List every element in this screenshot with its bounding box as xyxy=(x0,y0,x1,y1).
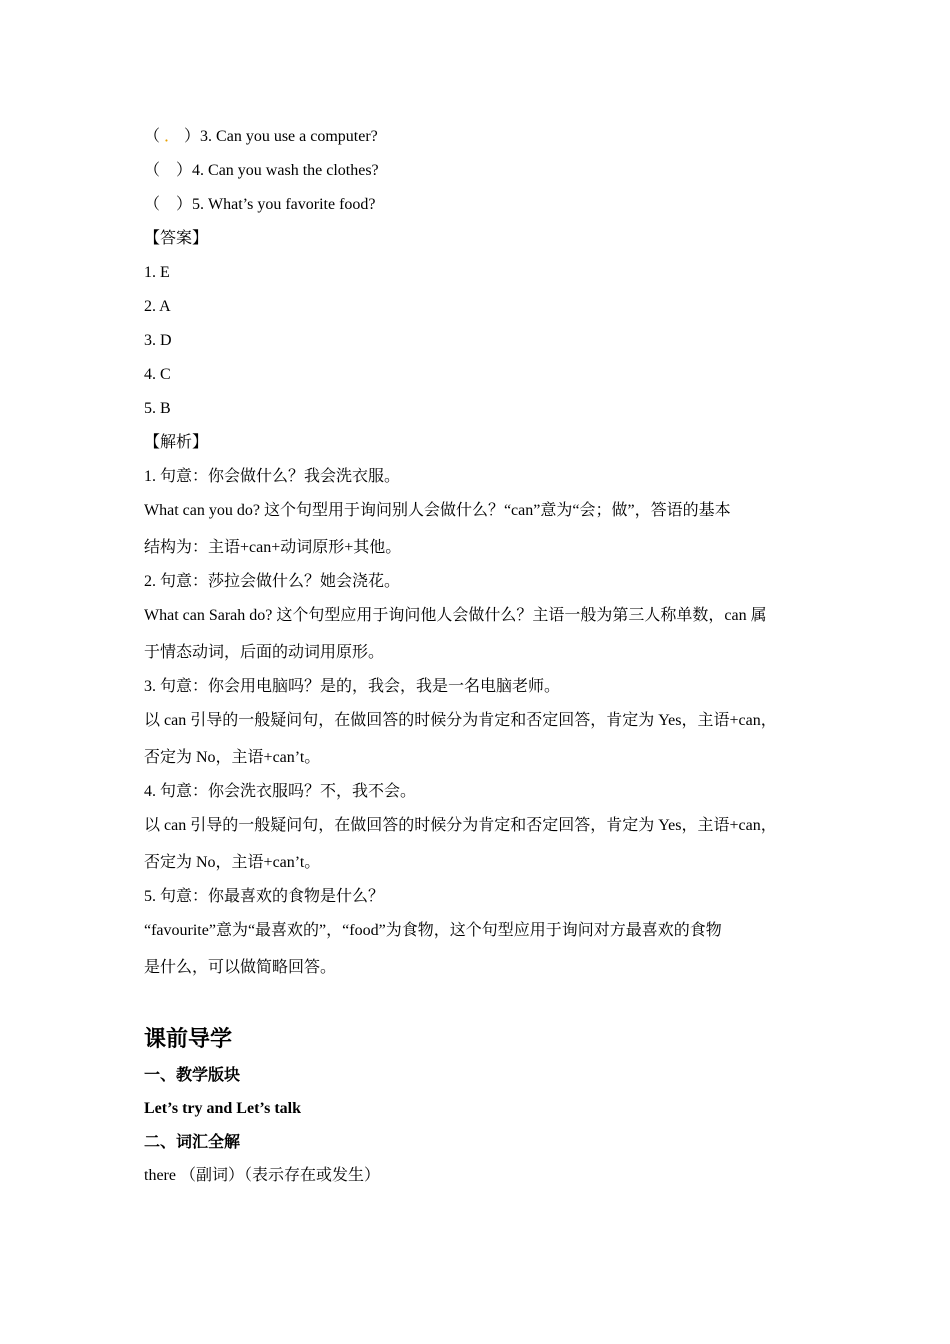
analysis-explanation: 否定为 No，主语+can’t。 xyxy=(144,854,321,871)
analysis-explanation: 以 can 引导的一般疑问句，在做回答的时候分为肯定和否定回答，肯定为 Yes，主语+can， xyxy=(144,712,777,729)
subsection-text: Let’s try and Let’s talk xyxy=(144,1100,302,1117)
question-4 xyxy=(144,161,379,181)
paren-close: ） xyxy=(176,162,193,179)
question-5 xyxy=(144,195,376,215)
answer-item: 2. A xyxy=(144,298,171,315)
paren-open: （ xyxy=(144,196,161,213)
question-text: 4. Can you wash the clothes? xyxy=(192,162,379,179)
analysis-heading: 【解析】 xyxy=(144,434,209,451)
answer-item: 1. E xyxy=(144,264,170,281)
paren-close: ） xyxy=(184,128,201,145)
analysis-explanation: 于情态动词，后面的动词用原形。 xyxy=(144,644,385,661)
answer-item: 5. B xyxy=(144,400,171,417)
analysis-explanation: 是什么，可以做简略回答。 xyxy=(144,959,337,976)
analysis-explanation: 结构为：主语+can+动词原形+其他。 xyxy=(144,539,402,556)
analysis-meaning: 2. 句意：莎拉会做什么？她会浇花。 xyxy=(144,573,401,590)
analysis-meaning: 1. 句意：你会做什么？我会洗衣服。 xyxy=(144,468,401,485)
analysis-explanation: What can you do? 这个句型用于询问别人会做什么？“can”意为“会；做”，答语的基本 xyxy=(144,502,731,519)
answer-mark: ． xyxy=(164,128,181,145)
subsection-heading: 一、教学版块 xyxy=(144,1067,241,1084)
subsection-heading: 二、词汇全解 xyxy=(144,1134,241,1151)
question-text: 5. What’s you favorite food? xyxy=(192,196,376,213)
analysis-explanation: 以 can 引导的一般疑问句，在做回答的时候分为肯定和否定回答，肯定为 Yes，主语+can， xyxy=(144,817,777,834)
answer-item: 4. C xyxy=(144,366,171,383)
answer-item: 3. D xyxy=(144,332,172,349)
paren-open: （ xyxy=(144,162,161,179)
analysis-explanation: 否定为 No，主语+can’t。 xyxy=(144,749,321,766)
analysis-explanation: “favourite”意为“最喜欢的”，“food”为食物，这个句型应用于询问对方最喜欢的食物 xyxy=(144,922,722,939)
analysis-meaning: 3. 句意：你会用电脑吗？是的，我会，我是一名电脑老师。 xyxy=(144,678,561,695)
analysis-meaning: 5. 句意：你最喜欢的食物是什么？ xyxy=(144,888,385,905)
section-title: 课前导学 xyxy=(144,1027,233,1052)
paren-close: ） xyxy=(176,196,193,213)
answer-heading: 【答案】 xyxy=(144,230,209,247)
question-text: 3. Can you use a computer? xyxy=(200,128,378,145)
analysis-meaning: 4. 句意：你会洗衣服吗？不，我不会。 xyxy=(144,783,417,800)
question-3 xyxy=(144,127,378,147)
analysis-explanation: What can Sarah do? 这个句型应用于询问他人会做什么？主语一般为第三人称单数，can 属 xyxy=(144,607,767,624)
paren-open: （ xyxy=(144,128,161,145)
vocab-entry: there （副词）（表示存在或发生） xyxy=(144,1167,380,1184)
